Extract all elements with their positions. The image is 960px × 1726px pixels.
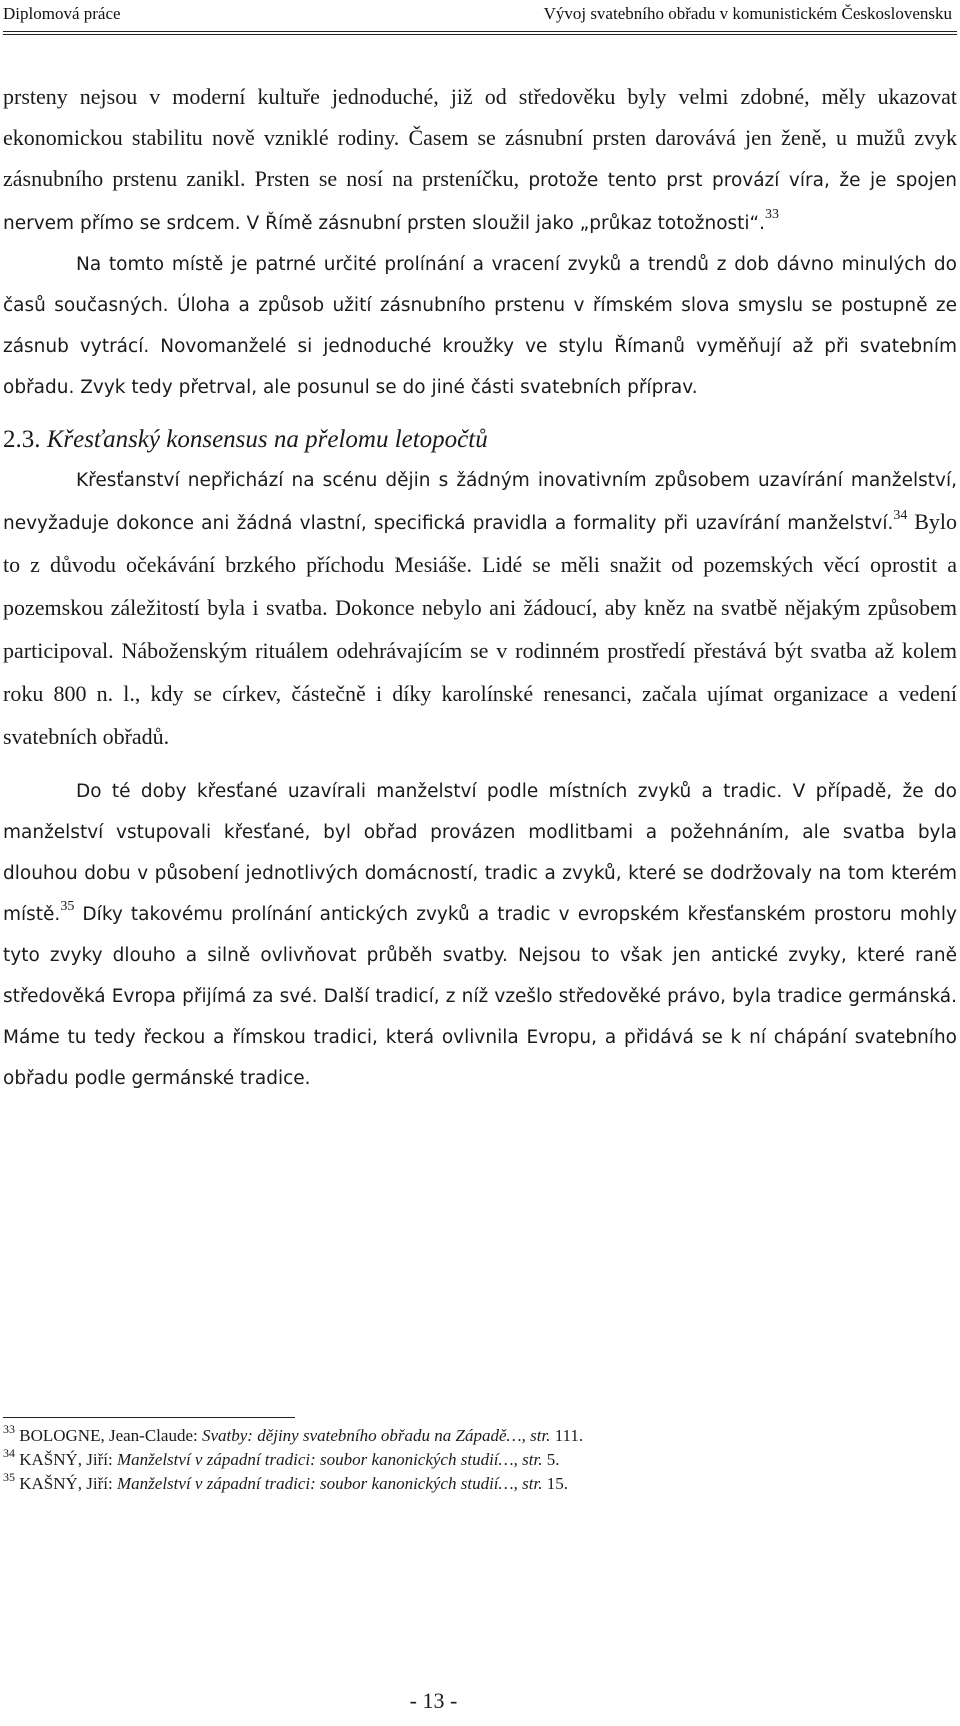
footnote-34 [3, 1448, 957, 1472]
paragraph-1 [3, 76, 957, 244]
paragraph-4 [3, 771, 957, 1099]
footnote-title: Manželství v západní tradici: soubor kanonických studií…, str. [117, 1450, 543, 1469]
footnote-number: 33 [3, 1422, 15, 1437]
footnote-number: 34 [3, 1446, 15, 1461]
paragraph-1-text-b: protože tento prst provází víra, že je spojen nervem přímo se srdcem. V Římě zásnubní prsten sloužil jako „průkaz totožnosti“. [3, 170, 957, 234]
footnote-ref-34[interactable]: 34 [893, 507, 908, 523]
footnote-separator [3, 1417, 295, 1418]
footnote-title: Svatby: dějiny svatebního obřadu na Západě…, str. [201, 1426, 551, 1445]
footnote-author: KAŠNÝ, Jiří: [19, 1474, 118, 1493]
paragraph-4-text-b: Díky takovému prolínání antických zvyků a tradic v evropském křesťanském prostoru mohly tyto zvyky dlouho a silně ovlivňovat průběh svatby. Nejsou to však jen antické zvyky, které raně středověká Evropa přijímá za své. Další tradicí, z níž vzešlo středověké právo, byla tradice germánská. Máme tu tedy řeckou a římskou tradici, která ovlivnila Evropu, a přidává se k ní chápání svatebního obřadu podle germánské tradice. [3, 904, 957, 1089]
footnote-35 [3, 1472, 957, 1496]
paragraph-3 [3, 460, 957, 759]
footnote-ref-35[interactable]: 35 [60, 898, 75, 914]
footnote-page: 15. [542, 1474, 568, 1493]
footnote-author: BOLOGNE, Jean-Claude: [19, 1426, 202, 1445]
paragraph-1-text-a: prsteny nejsou v moderní kultuře jednoduché, již od středověku byly velmi zdobné, měly ukazovat ekonomickou stabilitu nově vzniklé rodiny. Časem se zásnubní prsten darovává jen ženě, u mužů zvyk zásnubního prstenu zanikl. Prsten se nosí na prsteníčku, [3, 84, 957, 191]
paragraph-3-text-a: Křesťanství nepřichází na scénu dějin s žádným inovativním způsobem uzavírání manželství, nevyžaduje dokonce ani žádná vlastní, specifická pravidla a formality při uzavírání manželství. [3, 470, 957, 534]
footnote-author: KAŠNÝ, Jiří: [19, 1450, 118, 1469]
body-text [3, 76, 957, 1099]
page-number: - 13 - [409, 1688, 458, 1713]
footnote-page: 111. [550, 1426, 584, 1445]
paragraph-2: Na tomto místě je patrné určité prolínání a vracení zvyků a trendů z dob dávno minulých do časů současných. Úloha a způsob užití zásnubního prstenu v římském slova smyslu se postupně ze zásnub vytrácí. Novomanželé si jednoduché kroužky ve stylu Římanů vyměňují až při svatebním obřadu. Zvyk tedy přetrval, ale posunul se do jiné části svatebních příprav. [3, 254, 957, 398]
section-heading [3, 420, 957, 460]
footnote-ref-33[interactable]: 33 [765, 206, 780, 222]
section-title: Křesťanský konsensus na přelomu letopočtů [46, 426, 488, 453]
running-header [0, 4, 960, 30]
header-rule [3, 31, 957, 32]
section-number: 2.3. [3, 426, 41, 453]
footnote-title: Manželství v západní tradici: soubor kanonických studií…, str. [117, 1474, 543, 1493]
footnotes [3, 1424, 957, 1496]
header-left-title: Diplomová práce [3, 4, 121, 23]
footnote-33 [3, 1424, 957, 1448]
paragraph-4-text-a: Do té doby křesťané uzavírali manželství podle místních zvyků a tradic. V případě, že do manželství vstupovali křesťané, byl obřad provázen modlitbami a požehnáním, ale svatba byla dlouhou dobu v působení jednotlivých domácností, tradic a zvyků, které se dodržovaly na tom kterém místě. [3, 781, 957, 925]
header-rule-second [3, 34, 957, 35]
footnote-number: 35 [3, 1470, 15, 1485]
paragraph-3-text-b: Bylo to z důvodu očekávání brzkého příchodu Mesiáše. Lidé se měli snažit od pozemských věcí oprostit a pozemskou záležitostí byla i svatba. Dokonce nebylo ani žádoucí, aby kněz na svatbě nějakým způsobem participoval. Náboženským rituálem odehrávajícím se v rodinném prostředí přestává být svatba až kolem roku 800 n. l., kdy se církev, částečně i díky karolínské renesanci, začala ujímat organizace a vedení svatebních obřadů. [3, 509, 958, 749]
paragraph-gap [3, 759, 957, 771]
header-right-title: Vývoj svatebního obřadu v komunistickém Československu [543, 4, 952, 23]
footnote-page: 5. [542, 1450, 560, 1469]
